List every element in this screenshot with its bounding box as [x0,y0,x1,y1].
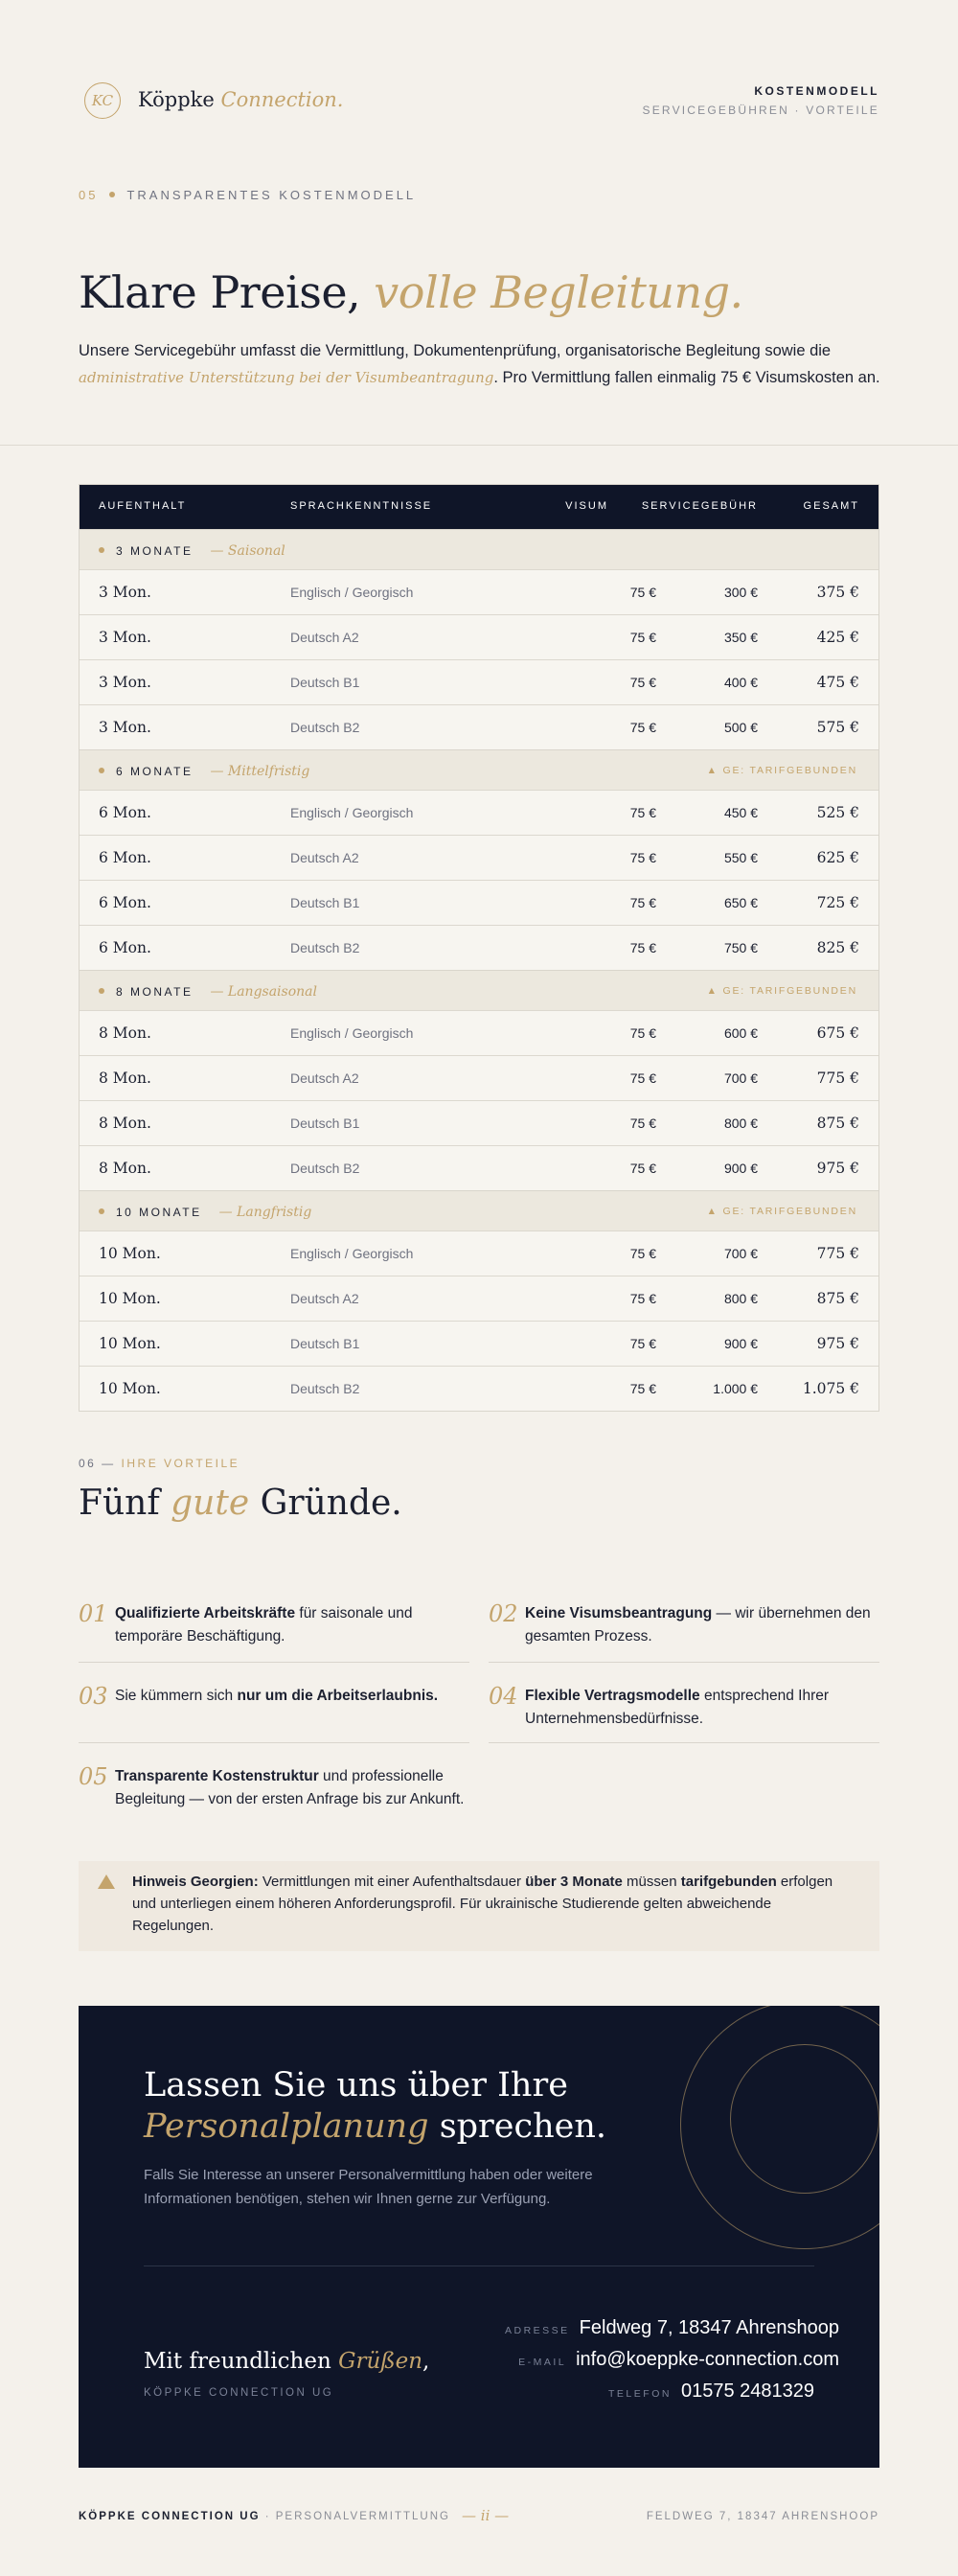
georgia-notice [79,1861,879,1951]
title-accent: volle Begleitung. [374,266,743,318]
group-label-text: 3 MONATE [116,544,194,558]
group-label-text: 10 MONATE [116,1206,202,1219]
benefit-number: 04 [489,1683,518,1710]
table-row [80,1276,878,1321]
contact-title-line-1: Lassen Sie uns über Ihre [144,2066,568,2104]
notice-bold: tarifgebunden [680,1874,777,1890]
notice-text [132,1871,851,1937]
cell-total: 675 € [816,1024,859,1042]
contact-title-accent: Personalplanung [144,2107,429,2146]
benefits-kicker-text: IHRE VORTEILE [121,1457,240,1470]
benefit-divider [79,1742,469,1743]
group-subtitle: — Langfristig [218,1205,312,1220]
cell-service-fee: 750 € [723,940,758,955]
cell-service-fee: 900 € [723,1336,758,1351]
cell-total: 625 € [816,849,859,866]
contact-paragraph: Falls Sie Interesse an unserer Personalvermittlung haben oder weitere Informationen benötigen, stehen wir Ihnen gerne zur Verfügung. [144,2167,593,2207]
cell-total: 775 € [816,1070,859,1087]
table-row [80,1321,878,1366]
cell-service-fee: 550 € [723,850,758,865]
cell-visa-fee: 75 € [629,1336,656,1351]
tariff-badge: ▲ GE: TARIFGEBUNDEN [706,765,857,776]
benefits-kicker [79,1457,240,1470]
benefit-number: 02 [489,1600,518,1627]
table-row [80,1100,878,1145]
cell-language: Englisch / Georgisch [290,1025,414,1041]
cell-visa-fee: 75 € [629,1116,656,1131]
cell-visa-fee: 75 € [629,1381,656,1396]
benefit-text [115,1765,469,1811]
table-row [80,1230,878,1276]
footer-left [79,2511,450,2522]
footer-address: FELDWEG 7, 18347 AHRENSHOOP [646,2511,879,2522]
cell-total: 575 € [816,719,859,736]
header-meta [643,84,879,117]
contact-title [144,2065,606,2148]
cell-service-fee: 800 € [723,1116,758,1131]
contact-panel [79,2006,879,2468]
lede-highlight: administrative Unterstützung bei der Visumbeantragung [79,369,494,386]
header-visa: VISUM [565,500,608,512]
table-group-row [80,970,878,1010]
table-row [80,925,878,970]
cell-visa-fee: 75 € [629,940,656,955]
notice-part: erfolgen und unterliegen einem höheren Anforderungsprofil. Für ukrainische Studierende gelten abweichende Regelungen. [132,1874,833,1934]
cell-duration: 6 Mon. [99,939,151,956]
group-dot-icon [99,547,104,553]
benefit-divider [489,1662,879,1663]
cell-duration: 8 Mon. [99,1160,151,1177]
benefit-text [115,1685,469,1708]
benefit-number: 01 [79,1600,108,1627]
cell-visa-fee: 75 € [629,720,656,735]
cell-service-fee: 700 € [723,1246,758,1261]
benefit-text [115,1602,469,1648]
page-footer [79,2509,879,2528]
cell-language: Deutsch A2 [290,1291,359,1306]
header-service: SERVICEGEBÜHR [641,500,758,512]
cell-visa-fee: 75 € [629,1246,656,1261]
table-row [80,790,878,835]
cell-total: 375 € [816,584,859,601]
cell-visa-fee: 75 € [629,1291,656,1306]
cell-language: Deutsch B1 [290,1116,360,1131]
table-group-row [80,749,878,790]
cell-duration: 8 Mon. [99,1115,151,1132]
cell-service-fee: 300 € [723,585,758,600]
benefit-bold: Qualifizierte Arbeitskräfte [115,1605,296,1622]
header-language: SPRACHKENNTNISSE [290,500,433,512]
cell-language: Englisch / Georgisch [290,805,414,820]
brand-name [138,88,343,111]
cell-visa-fee: 75 € [629,1025,656,1041]
benefit-bold: Keine Visumsbeantragung [525,1605,713,1622]
benefits-title-part-1: Fünf [79,1484,160,1523]
contact-title-end: sprechen. [428,2107,607,2146]
warning-icon [98,1874,115,1889]
cell-service-fee: 700 € [723,1070,758,1086]
header-section-sub: SERVICEGEBÜHREN · VORTEILE [642,104,879,117]
benefit-divider [489,1742,879,1743]
lede-part-1: Unsere Servicegebühr umfasst die Vermittlung, Dokumentenprüfung, organisatorische Begleitung sowie die [79,342,832,359]
benefit-desc: Sie kümmern sich [115,1688,238,1704]
group-dot-icon [99,988,104,994]
cell-service-fee: 650 € [723,895,758,910]
cell-total: 725 € [816,894,859,911]
page-header [79,79,879,126]
table-row [80,569,878,614]
cell-service-fee: 800 € [723,1291,758,1306]
cell-duration: 3 Mon. [99,719,151,736]
cell-visa-fee: 75 € [629,895,656,910]
cell-language: Deutsch B2 [290,940,360,955]
divider [0,445,958,446]
cell-total: 875 € [816,1290,859,1307]
address-value: Feldweg 7, 18347 Ahrenshoop [579,2317,839,2338]
header-total: GESAMT [803,500,859,512]
group-label [116,984,317,1000]
cell-visa-fee: 75 € [629,585,656,600]
title-plain: Klare Preise, [79,266,361,318]
cell-language: Englisch / Georgisch [290,585,414,600]
page-number: — ii — [462,2507,510,2524]
table-body [80,529,878,1411]
cell-duration: 6 Mon. [99,894,151,911]
cell-language: Deutsch A2 [290,1070,359,1086]
phone-link[interactable]: 01575 2481329 [680,2380,814,2402]
benefit-bold: nur um die Arbeitserlaubnis. [237,1688,439,1704]
cell-language: Deutsch B2 [290,1381,360,1396]
benefit-desc: entsprechend Ihrer Unternehmensbedürfnisse. [525,1688,830,1727]
cell-service-fee: 350 € [723,630,758,645]
footer-separator: · [260,2511,276,2522]
cell-visa-fee: 75 € [629,850,656,865]
group-subtitle: — Langsaisonal [210,984,317,1000]
group-label [116,543,285,559]
group-label [116,1205,311,1220]
table-row [80,614,878,659]
greeting-accent: Grüßen [338,2349,423,2374]
benefit-bold: Flexible Vertragsmodelle [525,1688,700,1704]
group-label-text: 6 MONATE [116,765,194,778]
brand-accent: Connection. [220,88,344,111]
cell-duration: 8 Mon. [99,1070,151,1087]
contact-address [505,2317,839,2339]
cell-total: 775 € [816,1245,859,1262]
cell-total: 525 € [816,804,859,821]
logo-icon: KC [84,82,121,119]
group-dot-icon [99,768,104,773]
cell-language: Deutsch B2 [290,1161,360,1176]
cell-language: Deutsch B1 [290,675,360,690]
table-group-row [80,529,878,569]
kicker-text: TRANSPARENTES KOSTENMODELL [126,188,417,202]
contact-phone[interactable] [608,2380,814,2403]
cell-service-fee: 400 € [723,675,758,690]
table-row [80,1010,878,1055]
cell-duration: 3 Mon. [99,674,151,691]
cell-total: 825 € [816,939,859,956]
cell-total: 475 € [816,674,859,691]
group-dot-icon [99,1208,104,1214]
cell-visa-fee: 75 € [629,630,656,645]
benefit-bold: Transparente Kostenstruktur [115,1768,319,1784]
page-title [79,266,743,318]
benefits-title-part-2: Gründe. [260,1484,402,1523]
footer-tag: PERSONALVERMITTLUNG [275,2511,450,2522]
cell-total: 875 € [816,1115,859,1132]
table-row [80,704,878,749]
cell-duration: 6 Mon. [99,804,151,821]
benefits-title [79,1484,402,1523]
footer-company: KÖPPKE CONNECTION UG [79,2511,261,2522]
group-subtitle: — Saisonal [210,543,285,559]
cell-language: Deutsch B1 [290,895,360,910]
group-label-text: 8 MONATE [116,985,194,999]
benefit-desc: — wir übernehmen den gesamten Prozess. [525,1605,871,1644]
cell-duration: 3 Mon. [99,629,151,646]
cell-language: Englisch / Georgisch [290,1246,414,1261]
benefit-text [525,1602,879,1648]
cell-service-fee: 500 € [723,720,758,735]
intro-paragraph [79,337,883,391]
closing-greeting [144,2349,429,2374]
header-section-title: KOSTENMODELL [754,84,879,98]
cell-duration: 10 Mon. [99,1245,161,1262]
cell-duration: 10 Mon. [99,1380,161,1397]
greeting-end: , [422,2349,430,2374]
cell-visa-fee: 75 € [629,1070,656,1086]
benefit-number: 05 [79,1763,108,1790]
contact-email[interactable] [518,2349,839,2371]
tariff-badge: ▲ GE: TARIFGEBUNDEN [706,1206,857,1217]
kicker-dot-icon [109,192,115,197]
email-label: E-MAIL [518,2357,567,2368]
cell-service-fee: 600 € [723,1025,758,1041]
signature: KÖPPKE CONNECTION UG [144,2387,334,2399]
decorative-circle [730,2044,879,2194]
table-group-row [80,1190,878,1230]
cell-total: 425 € [816,629,859,646]
kicker-number: 05 [79,188,99,202]
cell-duration: 6 Mon. [99,849,151,866]
notice-part: müssen [622,1874,681,1890]
greeting-plain: Mit freundlichen [144,2349,331,2374]
benefits-title-accent: gute [171,1484,250,1523]
cell-service-fee: 450 € [723,805,758,820]
benefit-desc: und professionelle Begleitung — von der ersten Anfrage bis zur Ankunft. [115,1768,465,1807]
benefit-number: 03 [79,1683,108,1710]
cell-duration: 10 Mon. [99,1290,161,1307]
cell-visa-fee: 75 € [629,675,656,690]
benefit-desc: für saisonale und temporäre Beschäftigung. [115,1605,413,1644]
cell-service-fee: 1.000 € [713,1381,758,1396]
cell-duration: 8 Mon. [99,1024,151,1042]
brand-main: Köppke [138,88,215,111]
email-link[interactable]: info@koeppke-connection.com [576,2349,839,2370]
section-kicker [79,188,416,202]
cell-service-fee: 900 € [723,1161,758,1176]
cell-duration: 3 Mon. [99,584,151,601]
table-row [80,880,878,925]
cell-visa-fee: 75 € [629,805,656,820]
tariff-badge: ▲ GE: TARIFGEBUNDEN [706,985,857,997]
table-row [80,659,878,704]
benefits-kicker-number: 06 — [79,1457,116,1470]
notice-lead: Hinweis Georgien: [132,1874,259,1890]
benefit-text [525,1685,879,1731]
table-row [80,1145,878,1190]
group-subtitle: — Mittelfristig [210,764,310,779]
benefit-divider [79,1662,469,1663]
cell-total: 1.075 € [802,1380,859,1397]
pricing-table [79,484,879,1412]
group-label [116,764,309,779]
table-row [80,1055,878,1100]
address-label: ADRESSE [504,2325,570,2336]
header-duration: AUFENTHALT [99,500,187,512]
table-row [80,835,878,880]
phone-label: TELEFON [608,2388,672,2400]
notice-part: Vermittlungen mit einer Aufenthaltsdauer [258,1874,526,1890]
cell-duration: 10 Mon. [99,1335,161,1352]
cell-total: 975 € [816,1160,859,1177]
table-header [80,485,878,529]
cell-language: Deutsch B2 [290,720,360,735]
cell-language: Deutsch A2 [290,630,359,645]
cell-visa-fee: 75 € [629,1161,656,1176]
cell-language: Deutsch A2 [290,850,359,865]
cell-total: 975 € [816,1335,859,1352]
cell-language: Deutsch B1 [290,1336,360,1351]
notice-bold: über 3 Monate [525,1874,623,1890]
table-row [80,1366,878,1411]
lede-part-2: . Pro Vermittlung fallen einmalig 75 € Visumskosten an. [493,369,880,386]
